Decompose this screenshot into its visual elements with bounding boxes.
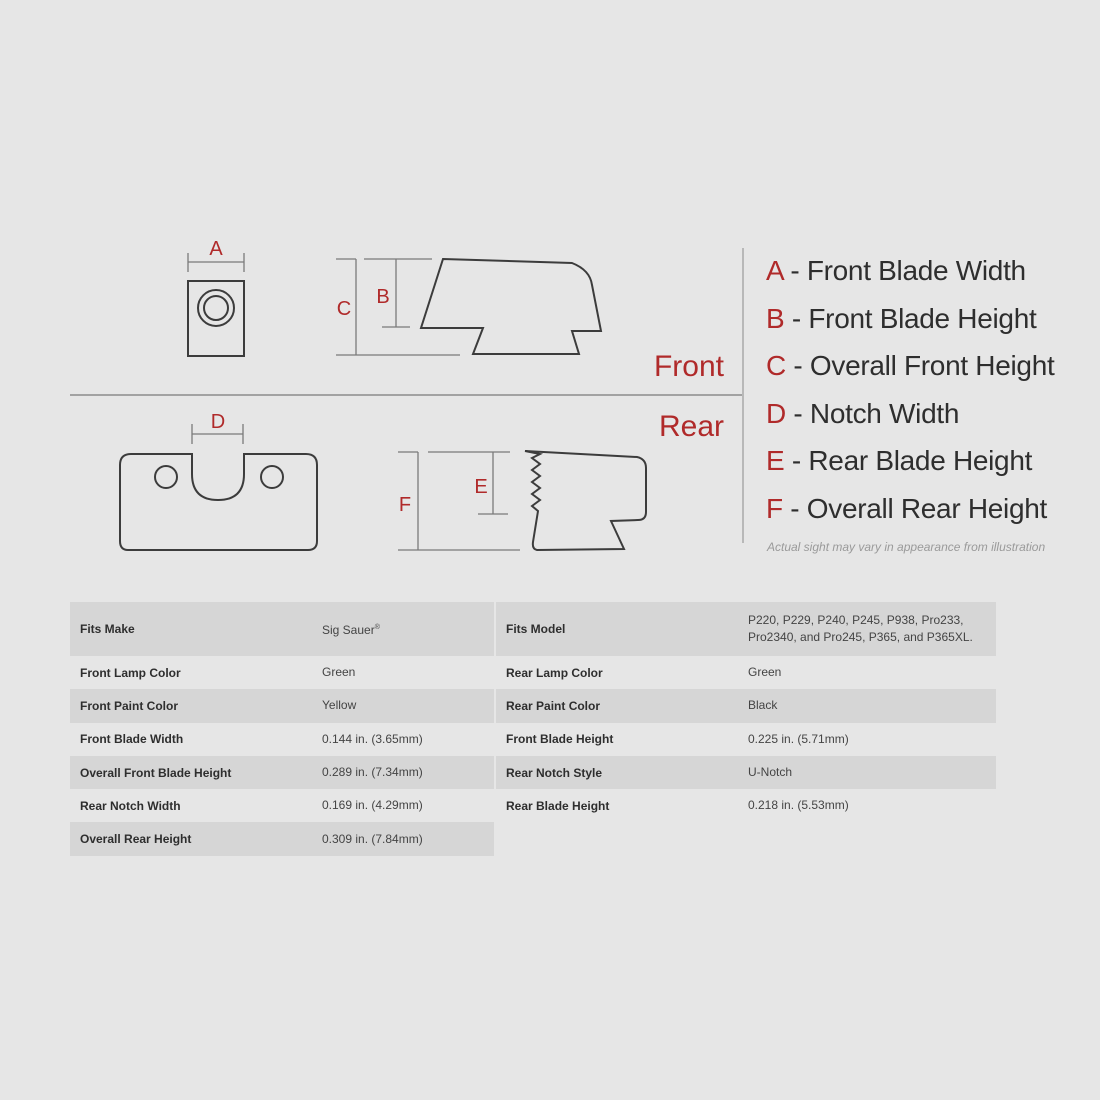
dim-label-a: A (209, 238, 223, 260)
spec-label: Fits Make (80, 622, 135, 636)
table-row (70, 723, 494, 756)
rear-lamp-right-icon (261, 466, 283, 488)
specs-table-left (70, 602, 494, 856)
illustration-disclaimer: Actual sight may vary in appearance from illustration (767, 540, 1046, 554)
spec-value: Sig Sauer® (322, 623, 380, 637)
table-row (496, 723, 996, 756)
spec-label: Overall Rear Height (80, 832, 192, 847)
table-row (70, 689, 494, 722)
table-row (496, 602, 996, 656)
legend-letter: A (766, 255, 783, 286)
legend-item-b (766, 300, 1054, 348)
table-row (496, 756, 996, 789)
legend-letter: D (766, 397, 786, 429)
spec-label: Rear Blade Height (506, 798, 610, 813)
spec-label: Front Paint Color (80, 698, 178, 713)
front-blade-side-view (336, 259, 601, 355)
spec-label: Rear Lamp Color (506, 665, 603, 680)
table-row (70, 789, 494, 822)
dim-label-e: E (474, 476, 488, 498)
spec-label: Front Lamp Color (80, 665, 181, 680)
rear-sight-end-view (120, 411, 317, 550)
spec-value: 0.218 in. (5.53mm) (748, 798, 849, 813)
legend-item-d (766, 395, 1054, 443)
spec-value: Black (748, 698, 778, 713)
spec-label: Front Blade Height (506, 732, 614, 747)
registered-mark: ® (374, 624, 380, 631)
table-row (496, 656, 996, 689)
table-row (496, 689, 996, 722)
legend-text: - Overall Front Height (793, 350, 1055, 382)
legend-text: - Notch Width (793, 397, 960, 429)
spec-value: 0.289 in. (7.34mm) (322, 765, 423, 780)
legend-text: - Front Blade Width (790, 255, 1026, 286)
dimension-legend (766, 252, 1054, 538)
legend-item-a (766, 252, 1054, 300)
spec-label: Rear Paint Color (506, 698, 601, 713)
spec-label: Fits Model (506, 622, 566, 636)
legend-item-c (766, 347, 1054, 395)
spec-value: Green (748, 665, 782, 680)
spec-value: Yellow (322, 698, 357, 713)
front-blade-end-view (188, 238, 244, 356)
table-row (70, 822, 494, 855)
front-section-label: Front (653, 350, 724, 383)
legend-item-e (766, 442, 1054, 490)
specs-table-right (496, 602, 996, 822)
dim-label-d: D (210, 411, 226, 433)
spec-value: 0.169 in. (4.29mm) (322, 798, 423, 813)
legend-letter: E (766, 445, 785, 477)
spec-label: Rear Notch Style (506, 765, 603, 780)
spec-value: 0.225 in. (5.71mm) (748, 731, 849, 746)
spec-label: Overall Front Blade Height (80, 765, 232, 780)
spec-label: Front Blade Width (80, 732, 184, 747)
legend-text: - Rear Blade Height (791, 445, 1033, 477)
legend-letter: B (766, 302, 785, 334)
dim-label-f: F (398, 494, 412, 516)
spec-value: U-Notch (748, 765, 793, 780)
table-row (70, 656, 494, 689)
spec-value: 0.309 in. (7.84mm) (322, 831, 423, 846)
legend-text: - Front Blade Height (791, 302, 1037, 334)
table-row (70, 756, 494, 789)
spec-label: Rear Notch Width (80, 798, 181, 813)
table-row (70, 602, 494, 656)
spec-value: Green (322, 665, 356, 680)
rear-lamp-left-icon (155, 466, 177, 488)
legend-letter: F (766, 492, 783, 524)
dim-label-b: B (376, 286, 390, 308)
legend-text: - Overall Rear Height (790, 492, 1047, 524)
spec-value: 0.144 in. (3.65mm) (322, 731, 423, 746)
table-row (496, 789, 996, 822)
spec-value: P220, P229, P240, P245, P938, Pro233, Pro2340, and Pro245, P365, and P365XL. (748, 613, 973, 644)
rear-section-label: Rear (658, 410, 724, 443)
legend-letter: C (766, 350, 786, 382)
rear-sight-side-view (398, 451, 646, 550)
dim-label-c: C (336, 298, 352, 320)
legend-item-f (766, 490, 1054, 538)
